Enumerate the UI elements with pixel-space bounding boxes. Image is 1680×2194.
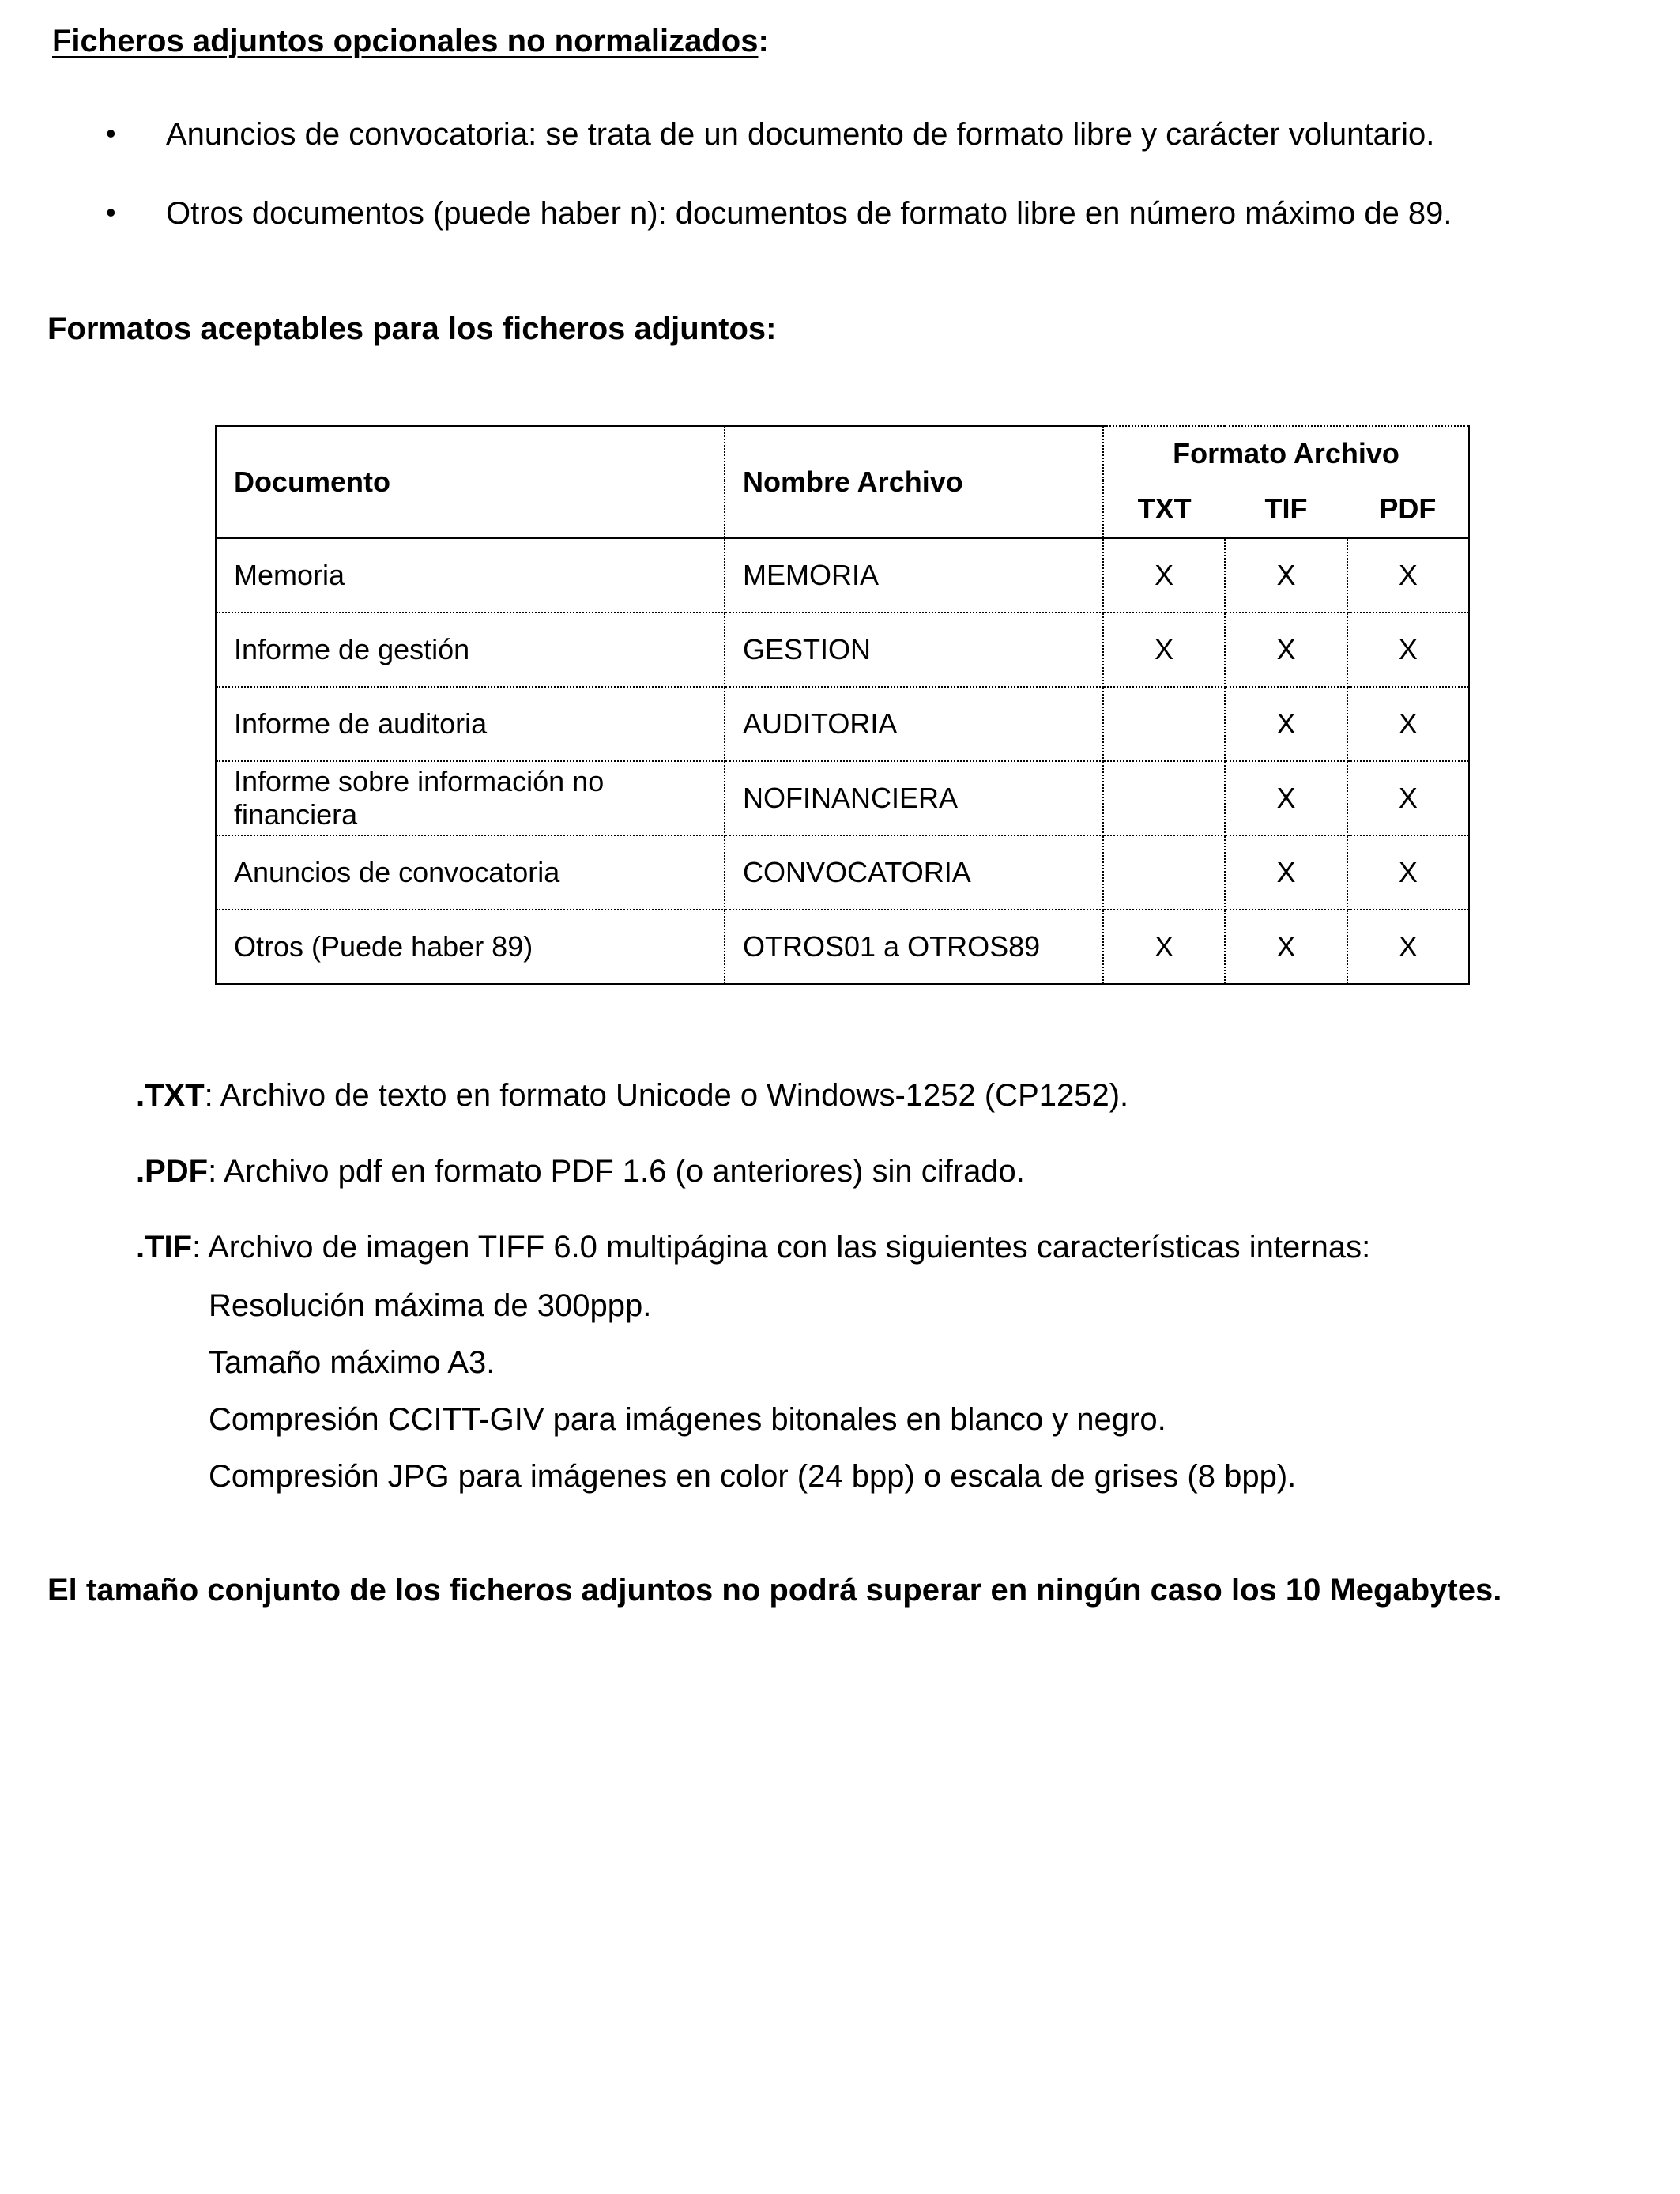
cell-txt bbox=[1103, 761, 1225, 835]
cell-documento: Informe de auditoria bbox=[216, 687, 725, 761]
bullet-icon: • bbox=[106, 196, 116, 228]
section-heading-optional-attachments bbox=[52, 24, 769, 59]
cell-txt: X bbox=[1103, 613, 1225, 687]
cell-pdf: X bbox=[1347, 761, 1469, 835]
format-description: : Archivo de imagen TIFF 6.0 multipágina con las siguientes características internas: bbox=[192, 1230, 1371, 1265]
max-size-note: El tamaño conjunto de los ficheros adjuntos no podrá superar en ningún caso los 10 Megabytes. bbox=[47, 1573, 1502, 1608]
format-description: : Archivo de texto en formato Unicode o Windows-1252 (CP1252). bbox=[204, 1078, 1129, 1113]
cell-documento: Anuncios de convocatoria bbox=[216, 835, 725, 910]
table-header-row bbox=[216, 426, 1469, 481]
cell-tif: X bbox=[1225, 910, 1347, 984]
cell-documento: Memoria bbox=[216, 538, 725, 613]
cell-tif: X bbox=[1225, 538, 1347, 613]
header-tif: TIF bbox=[1225, 481, 1347, 538]
format-label: .PDF bbox=[136, 1154, 209, 1189]
cell-pdf: X bbox=[1347, 613, 1469, 687]
header-txt: TXT bbox=[1103, 481, 1225, 538]
bullet-text: Otros documentos (puede haber n): documentos de formato libre en número máximo de 89. bbox=[166, 196, 1452, 231]
table-row bbox=[216, 835, 1469, 910]
table-row bbox=[216, 687, 1469, 761]
tif-characteristic: Resolución máxima de 300ppp. bbox=[209, 1288, 652, 1323]
tif-characteristic: Compresión CCITT-GIV para imágenes bitonales en blanco y negro. bbox=[209, 1402, 1166, 1437]
cell-documento: Otros (Puede haber 89) bbox=[216, 910, 725, 984]
cell-tif: X bbox=[1225, 613, 1347, 687]
format-note-txt bbox=[136, 1078, 1128, 1114]
cell-nombre: AUDITORIA bbox=[725, 687, 1103, 761]
table-row bbox=[216, 761, 1469, 835]
cell-pdf: X bbox=[1347, 910, 1469, 984]
tif-characteristic: Compresión JPG para imágenes en color (24 bpp) o escala de grises (8 bpp). bbox=[209, 1459, 1297, 1494]
cell-txt: X bbox=[1103, 538, 1225, 613]
cell-documento: Informe de gestión bbox=[216, 613, 725, 687]
format-label: .TIF bbox=[136, 1230, 193, 1265]
cell-tif: X bbox=[1225, 835, 1347, 910]
bullet-text: Anuncios de convocatoria: se trata de un documento de formato libre y carácter voluntario. bbox=[166, 117, 1435, 152]
cell-nombre: MEMORIA bbox=[725, 538, 1103, 613]
bullet-icon: • bbox=[106, 117, 116, 149]
format-description: : Archivo pdf en formato PDF 1.6 (o anteriores) sin cifrado. bbox=[208, 1154, 1025, 1189]
cell-nombre: OTROS01 a OTROS89 bbox=[725, 910, 1103, 984]
cell-nombre: NOFINANCIERA bbox=[725, 761, 1103, 835]
heading-underlined-text: Ficheros adjuntos opcionales no normalizados bbox=[52, 24, 759, 58]
table-row bbox=[216, 538, 1469, 613]
cell-txt bbox=[1103, 835, 1225, 910]
header-nombre-archivo: Nombre Archivo bbox=[725, 426, 1103, 538]
attachment-formats-table bbox=[215, 425, 1470, 985]
header-pdf: PDF bbox=[1347, 481, 1469, 538]
header-documento: Documento bbox=[216, 426, 725, 538]
cell-pdf: X bbox=[1347, 835, 1469, 910]
format-note-tif bbox=[136, 1230, 1370, 1265]
header-formato-archivo: Formato Archivo bbox=[1103, 426, 1469, 481]
cell-tif: X bbox=[1225, 687, 1347, 761]
cell-pdf: X bbox=[1347, 687, 1469, 761]
heading-colon: : bbox=[758, 24, 769, 58]
table-row bbox=[216, 613, 1469, 687]
cell-pdf: X bbox=[1347, 538, 1469, 613]
table-row bbox=[216, 910, 1469, 984]
cell-txt: X bbox=[1103, 910, 1225, 984]
format-note-pdf bbox=[136, 1154, 1025, 1189]
section-heading-accepted-formats: Formatos aceptables para los ficheros adjuntos: bbox=[47, 311, 777, 346]
cell-tif: X bbox=[1225, 761, 1347, 835]
cell-nombre: CONVOCATORIA bbox=[725, 835, 1103, 910]
cell-nombre: GESTION bbox=[725, 613, 1103, 687]
tif-characteristic: Tamaño máximo A3. bbox=[209, 1345, 495, 1380]
format-label: .TXT bbox=[136, 1078, 205, 1113]
cell-documento: Informe sobre información no financiera bbox=[216, 761, 725, 835]
cell-txt bbox=[1103, 687, 1225, 761]
